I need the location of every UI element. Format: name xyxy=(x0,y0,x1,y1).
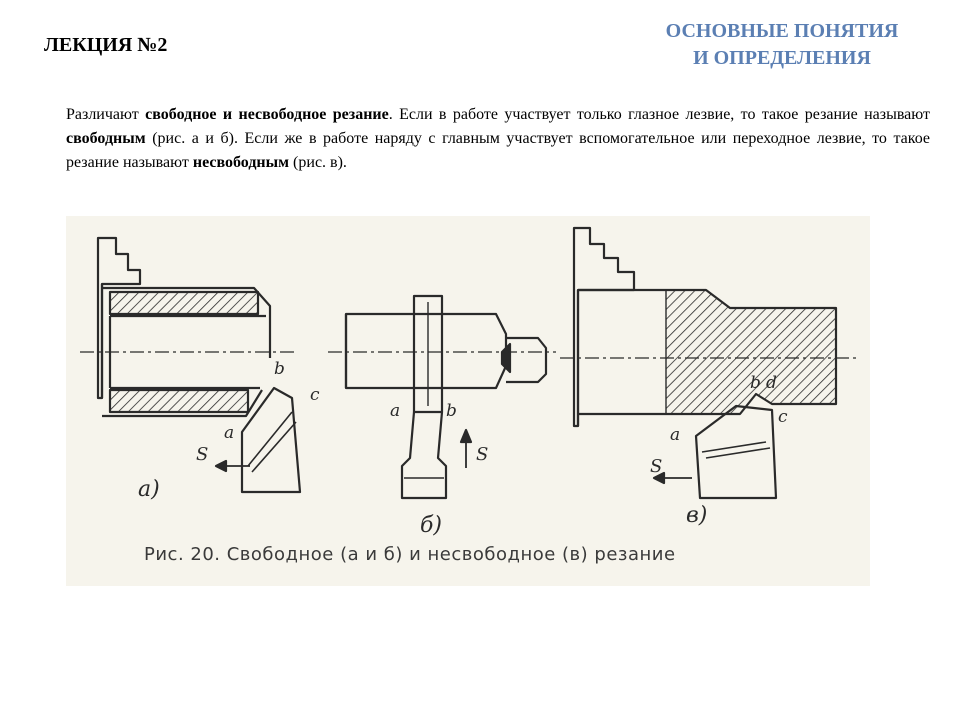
slide-title-line-1: ОСНОВНЫЕ ПОНЯТИЯ xyxy=(665,20,899,42)
letter-c-a: c xyxy=(310,385,320,405)
letter-s-a: S xyxy=(196,444,209,465)
label-sketch-b: б) xyxy=(420,513,443,538)
slide-title-line-2: И ОПРЕДЕЛЕНИЯ xyxy=(693,47,871,69)
text-run: (рис. в). xyxy=(289,154,347,171)
letter-a-a: a xyxy=(224,423,235,443)
text-run: . Если в работе участвует только глазное лезвие, то такое резание называют xyxy=(388,106,931,123)
body-paragraph xyxy=(66,103,930,175)
figure-caption: Рис. 20. Свободное (а и б) и несвободное (в) резание xyxy=(144,544,676,565)
label-sketch-a: а) xyxy=(138,477,160,502)
letter-a-b: a xyxy=(390,401,401,421)
cutting-diagram-svg xyxy=(66,216,870,586)
letter-s-b: S xyxy=(476,444,489,465)
letter-d-v: d xyxy=(766,373,777,393)
term-nonfree: несвободным xyxy=(192,154,290,171)
letter-b-v: b xyxy=(750,373,761,393)
slide-title xyxy=(620,18,944,72)
letter-a-v: a xyxy=(670,425,681,445)
figure-cutting-diagram xyxy=(66,216,870,586)
sketch-v xyxy=(560,228,858,498)
letter-c-v: c xyxy=(778,407,788,427)
lecture-number: ЛЕКЦИЯ №2 xyxy=(44,34,168,56)
text-run: Различают xyxy=(66,106,146,123)
sketch-b xyxy=(328,296,556,498)
term-free: свободным xyxy=(66,130,146,147)
term-free-and-nonfree-cutting: свободное и несвободное резание xyxy=(145,106,389,123)
letter-b-a: b xyxy=(274,359,285,379)
letter-b-b: b xyxy=(446,401,457,421)
label-sketch-v: в) xyxy=(686,503,708,528)
sketch-a xyxy=(80,238,300,492)
text-run: (рис. а и б). Если же в работе наряду с главным участвует вспомогательное или переходное лезвие, то такое резание называют xyxy=(66,130,930,171)
letter-s-v: S xyxy=(650,456,663,477)
